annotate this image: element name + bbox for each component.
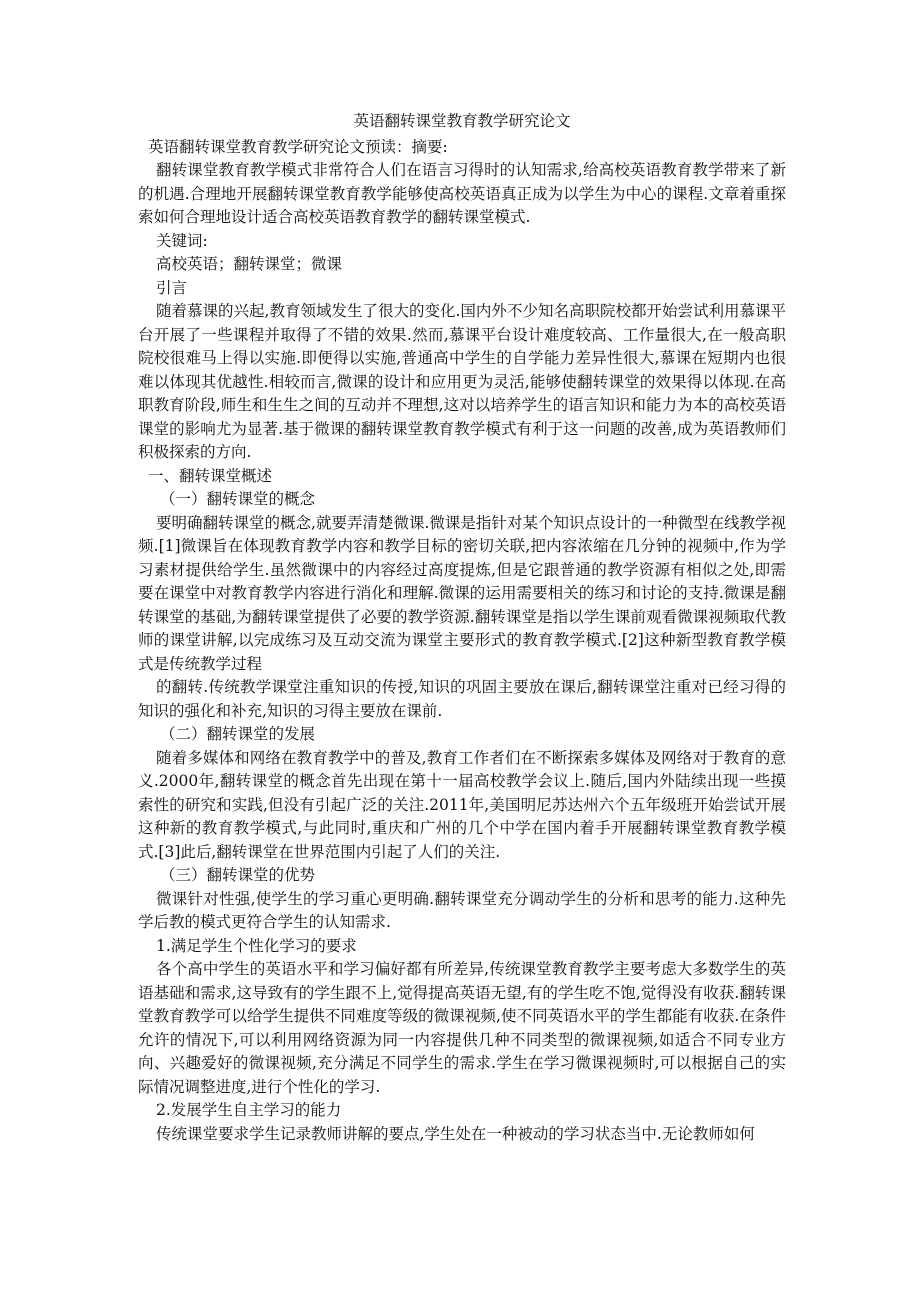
personalized-paragraph: 各个高中学生的英语水平和学习偏好都有所差异,传统课堂教育教学主要考虑大多数学生的英语基础和需求,这导致有的学生跟不上,觉得提高英语无望,有的学生吃不饱,觉得没有收获.翻转课堂教育教学可以给学生提供不同难度等级的微课视频,使不同英语水平的学生都能有收获.在条件允许的情况下,可以利用网络资源为同一内容提供几种不同类型的微课视频,如适合不同专业方向、兴趣爱好的微课视频,充分满足不同学生的需求.学生在学习微课视频时,可以根据自己的实际情况调整进度,进行个性化的学习.: [138, 960, 786, 1096]
autonomy-paragraph: 传统课堂要求学生记录教师讲解的要点,学生处在一种被动的学习状态当中.无论教师如何: [156, 1124, 755, 1143]
keywords-text: 高校英语；翻转课堂；微课: [156, 255, 343, 273]
document-body: [138, 110, 786, 1146]
point-heading-autonomy: 2.发展学生自主学习的能力: [156, 1101, 342, 1119]
subsection-heading-concept: （一）翻转课堂的概念: [160, 490, 316, 508]
section-heading-overview: 一、翻转课堂概述: [148, 466, 273, 485]
intro-label: 引言: [156, 278, 188, 297]
keywords-label: 关键词:: [156, 231, 208, 250]
intro-paragraph: 随着慕课的兴起,教育领域发生了很大的变化.国内外不少知名高职院校都开始尝试利用慕课平台开展了一些课程并取得了不错的效果.然而,慕课平台设计难度较高、工作量很大,在一般高职院校很难马上得以实施.即便得以实施,普通高中学生的自学能力差异性很大,慕课在短期内也很难以体现其优越性.相较而言,微课的设计和应用更为灵活,能够使翻转课堂的效果得以体现.在高职教育阶段,师生和生生之间的互动并不理想,这对以培养学生的语言知识和能力为本的高校英语课堂的影响尤为显著.基于微课的翻转课堂教育教学模式有利于这一问题的改善,成为英语教师们积极探索的方向.: [138, 302, 786, 461]
abstract-paragraph: 翻转课堂教育教学模式非常符合人们在语言习得时的认知需求,给高校英语教育教学带来了新的机遇.合理地开展翻转课堂教育教学能够使高校英语真正成为以学生为中心的课程.文章着重探索如何合理地设计适合高校英语教育教学的翻转课堂模式.: [138, 161, 786, 226]
preview-line: 英语翻转课堂教育教学研究论文预读：摘要:: [148, 137, 448, 156]
document-title: 英语翻转课堂教育教学研究论文: [353, 112, 571, 130]
subsection-heading-development: （二）翻转课堂的发展: [160, 725, 316, 743]
subsection-heading-advantages: （三）翻转课堂的优势: [160, 866, 316, 884]
point-heading-personalized: 1.满足学生个性化学习的要求: [156, 936, 357, 955]
concept-paragraph: 要明确翻转课堂的概念,就要弄清楚微课.微课是指针对某个知识点设计的一种微型在线教学视频.[1]微课旨在体现教育教学内容和教学目标的密切关联,把内容浓缩在几分钟的视频中,作为学习素材提供给学生.虽然微课中的内容经过高度提炼,但是它跟普通的教学资源有相似之处,即需要在课堂中对教育教学内容进行消化和理解.微课的运用需要相关的练习和讨论的支持.微课是翻转课堂的基础,为翻转课堂提供了必要的教学资源.翻转课堂是指以学生课前观看微课视频取代教师的课堂讲解,以完成练习及互动交流为课堂主要形式的教育教学模式.[2]这种新型教育教学模式是传统教学过程: [138, 513, 786, 673]
advantages-paragraph: 微课针对性强,使学生的学习重心更明确.翻转课堂充分调动学生的分析和思考的能力.这种先学后教的模式更符合学生的认知需求.: [138, 889, 786, 931]
development-paragraph: 随着多媒体和网络在教育教学中的普及,教育工作者们在不断探索多媒体及网络对于教育的意义.2000年,翻转课堂的概念首先出现在第十一届高校教学会议上.随后,国内外陆续出现一些摸索性的研究和实践,但没有引起广泛的关注.2011年,美国明尼苏达州六个五年级班开始尝试开展这种新的教育教学模式,与此同时,重庆和广州的几个中学在国内着手开展翻转课堂教育教学模式.[3]此后,翻转课堂在世界范围内引起了人们的关注.: [138, 748, 786, 861]
concept-paragraph-continued: 的翻转.传统教学课堂注重知识的传授,知识的巩固主要放在课后,翻转课堂注重对已经习得的知识的强化和补充,知识的习得主要放在课前.: [138, 678, 786, 720]
